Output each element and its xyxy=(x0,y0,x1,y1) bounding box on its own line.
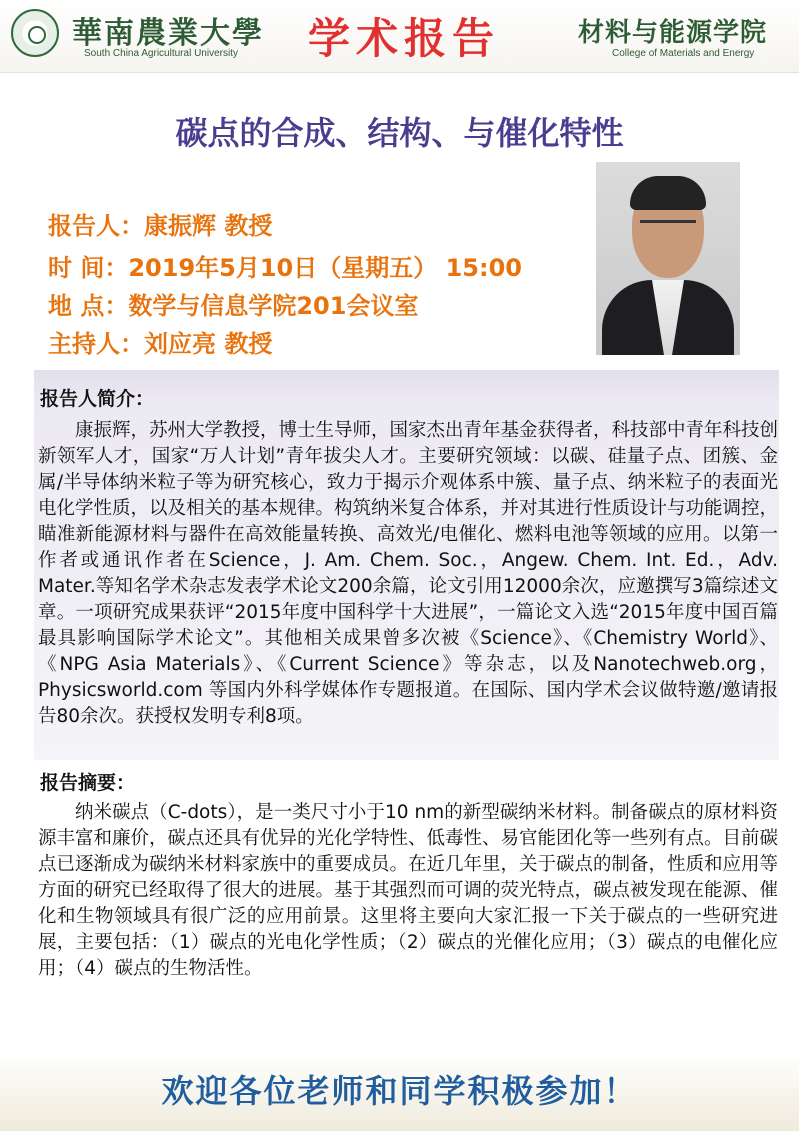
report-title: 学术报告 xyxy=(308,14,501,63)
speaker-line: 报告人：康振辉 教授 xyxy=(48,212,273,240)
talk-title: 碳点的合成、结构、与催化特性 xyxy=(175,114,624,152)
header-banner xyxy=(0,0,799,73)
abstract-text: 纳米碳点（C-dots），是一类尺寸小于10 nm的新型碳纳米材料。制备碳点的原材料资源丰富和廉价，碳点还具有优异的光化学特性、低毒性、易官能团化等一些列有点。目前碳点已逐渐成为碳纳米材料家族中的重要成员。在近几年里，关于碳点的制备，性质和应用等方面的研究已经取得了很大的进展。基于其强烈而可调的荧光特点，碳点被发现在能源、催化和生物领域具有很广泛的应用前景。这里将主要向大家汇报一下关于碳点的一些研究进展，主要包括：（1）碳点的光电化学性质；（2）碳点的光催化应用；（3）碳点的电催化应用；（4）碳点的生物活性。 xyxy=(38,802,779,979)
bio-heading: 报告人简介： xyxy=(40,388,155,410)
bio-text: 康振辉，苏州大学教授，博士生导师，国家杰出青年基金获得者，科技部中青年科技创新领军人才，国家“万人计划”青年拔尖人才。主要研究领域：以碳、硅量子点、团簇、金属/半导体纳米粒子等为研究核心，致力于揭示介观体系中簇、量子点、纳米粒子的表面光电化学性质，以及相关的基本规律。构筑纳米复合体系，并对其进行性质设计与功能调控，瞄准新能源材料与器件在高效能量转换、高效光/电催化、燃料电池等领域的应用。以第一作者或通讯作者在Science，J. Am. Chem. Soc.，Angew. Chem. Int. Ed.，Adv. Mater.等知名学术杂志发表学术论文200余篇，论文引用12000余次，应邀撰写3篇综述文章。一项研究成果获评“2015年度中国科学十大进展”，一篇论文入选“2015年度中国百篇最具影响国际学术论文”。其他相关成果曾多次被《Science》、《Chemistry World》、《NPG Asia Materials》、《Current Science》等杂志，以及Nanotechweb.org，Physicsworld.com 等国内外科学媒体作专题报道。在国际、国内学术会议做特邀/邀请报告80余次。获授权发明专利8项。 xyxy=(38,420,779,727)
welcome-message: 欢迎各位老师和同学积极参加！ xyxy=(161,1072,638,1110)
college-name-en: College of Materials and Energy xyxy=(612,48,755,59)
venue-line: 地 点：数学与信息学院201会议室 xyxy=(48,292,419,320)
university-seal-icon xyxy=(11,9,59,57)
abstract-heading: 报告摘要： xyxy=(40,772,136,794)
time-line: 时 间：2019年5月10日（星期五） 15:00 xyxy=(48,254,522,282)
college-name-cn: 材料与能源学院 xyxy=(578,18,768,48)
speaker-photo xyxy=(596,162,740,355)
university-name-en: South China Agricultural University xyxy=(84,48,238,59)
photo-hair xyxy=(630,176,706,210)
university-name-cn: 華南農業大學 xyxy=(72,16,264,51)
host-line: 主持人：刘应亮 教授 xyxy=(48,330,273,358)
photo-glasses xyxy=(640,220,696,237)
